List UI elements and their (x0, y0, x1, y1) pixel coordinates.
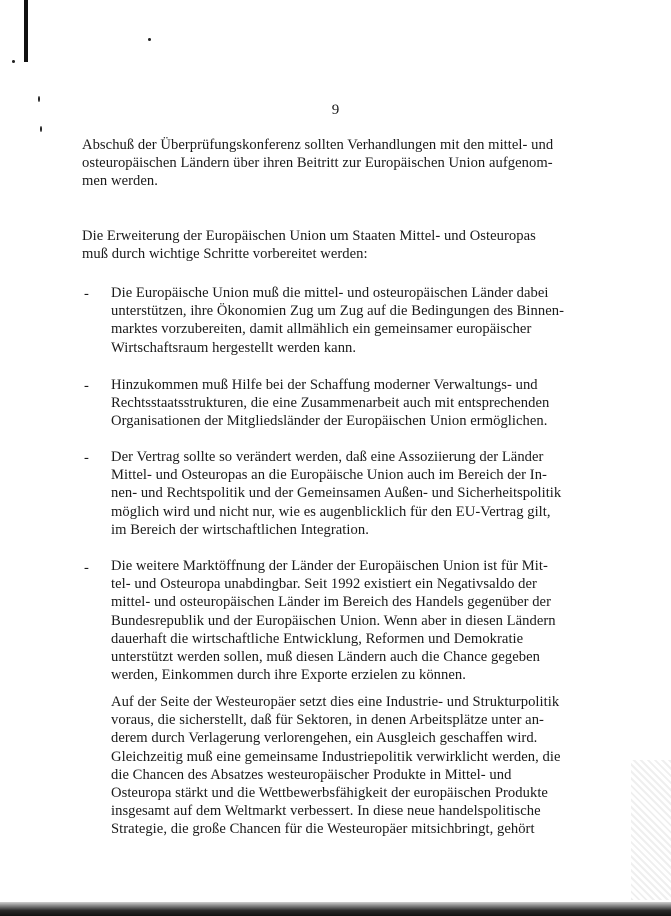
bullet-dash: - (84, 286, 89, 302)
page-number: 9 (331, 102, 340, 118)
text-line: derem durch Verlagerung verlorengehen, ein Ausgleich geschaffen wird. (111, 730, 538, 747)
text-line: men werden. (82, 173, 158, 190)
scan-speck (12, 60, 15, 63)
text-line: Bundesrepublik und der Europäischen Union. Wenn aber in diesen Ländern (111, 612, 556, 629)
text-line: mittel- und osteuropäischen Länder im Bereich des Handels gegenüber der (111, 594, 551, 611)
text-line: Osteuropa stärkt und die Wettbewerbsfähigkeit der europäischen Produkte (111, 785, 548, 802)
scan-speck (148, 38, 151, 41)
paragraph-industrial-policy (111, 693, 560, 839)
text-line: Die Europäische Union muß die mittel- und osteuropäischen Länder dabei (111, 285, 549, 301)
text-line: osteuropäischen Ländern über ihren Beitritt zur Europäischen Union aufgenom- (82, 155, 553, 172)
text-line: Mittel- und Osteuropas an die Europäische Union auch im Bereich der In- (111, 467, 547, 484)
bullet-dash: - (84, 560, 89, 576)
scan-speck (40, 126, 42, 132)
text-line: voraus, die sicherstellt, daß für Sektoren, in denen Arbeitsplätze unter an- (111, 712, 544, 729)
text-line: tel- und Osteuropa unabdingbar. Seit 1992 existiert ein Negativsaldo der (111, 576, 537, 593)
text-line: marktes vorzubereiten, damit allmählich ein gemeinsamer europäischer (111, 321, 532, 338)
bullet-dash: - (84, 378, 89, 394)
text-line: Gleichzeitig muß eine gemeinsame Industriepolitik verwirklicht werden, die (111, 748, 561, 765)
paragraph-enlargement (82, 227, 536, 263)
bullet-item (111, 284, 564, 357)
text-line: unterstützen, ihre Ökonomien Zug um Zug auf die Bedingungen des Binnen- (111, 303, 565, 320)
text-line: Organisationen der Mitgliedsländer der Europäischen Union ermöglichen. (111, 413, 548, 430)
text-line: Abschuß der Überprüfungskonferenz sollten Verhandlungen mit den mittel- und (82, 137, 554, 153)
bullet-item (111, 376, 549, 431)
text-line: Auf der Seite der Westeuropäer setzt dies eine Industrie- und Strukturpolitik (111, 694, 560, 710)
text-line: Der Vertrag sollte so verändert werden, daß eine Assoziierung der Länder (111, 449, 544, 465)
bullet-item (111, 448, 561, 539)
text-line: möglich wird und nicht nur, wie es augenblicklich für den EU-Vertrag gilt, (111, 503, 551, 520)
scan-edge-bottom (0, 902, 671, 916)
text-line: werden, Einkommen durch ihre Exporte erzielen zu können. (111, 667, 466, 684)
text-line: Hinzukommen muß Hilfe bei der Schaffung moderner Verwaltungs- und (111, 377, 538, 393)
text-line: die Chancen des Absatzes westeuropäischer Produkte in Mittel- und (111, 766, 512, 783)
text-line: unterstützt werden sollen, muß diesen Ländern auch die Chance gegeben (111, 649, 540, 666)
bullet-dash: - (84, 450, 89, 466)
scan-edge-left (24, 0, 28, 62)
text-line: Die Erweiterung der Europäischen Union um Staaten Mittel- und Osteuropas (82, 228, 536, 244)
text-line: muß durch wichtige Schritte vorbereitet werden: (82, 246, 368, 263)
bullet-item (111, 557, 556, 684)
text-line: Strategie, die große Chancen für die Westeuropäer mitsichbringt, gehört (111, 821, 535, 838)
text-line: im Bereich der wirtschaftlichen Integration. (111, 521, 369, 538)
paragraph-intro (82, 136, 553, 191)
text-line: dauerhaft die wirtschaftliche Entwicklung, Reformen und Demokratie (111, 630, 524, 647)
text-line: nen- und Rechtspolitik und der Gemeinsamen Außen- und Sicherheitspolitik (111, 485, 562, 502)
text-line: Wirtschaftsraum hergestellt werden kann. (111, 339, 357, 356)
text-line: Rechtsstaatsstrukturen, die eine Zusammenarbeit auch mit entsprechenden (111, 395, 550, 412)
text-line: Die weitere Marktöffnung der Länder der Europäischen Union ist für Mit- (111, 558, 548, 574)
text-line: insgesamt auf dem Weltmarkt verbessert. In diese neue handelspolitische (111, 803, 541, 820)
scan-noise-right (631, 760, 671, 900)
